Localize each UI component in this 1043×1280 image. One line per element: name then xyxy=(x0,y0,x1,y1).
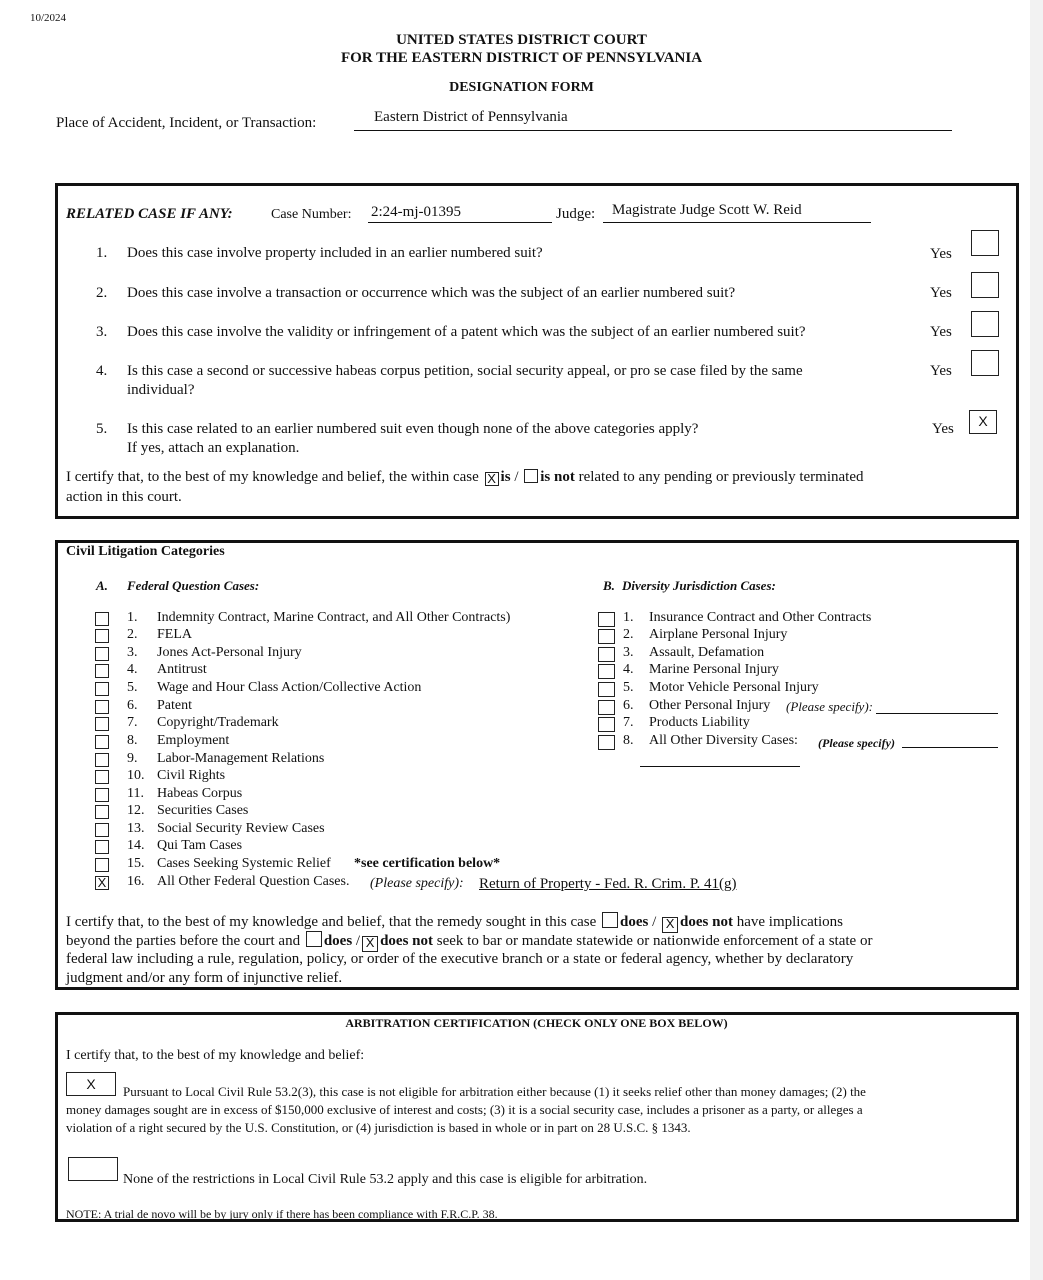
federal-title: Federal Question Cases: xyxy=(127,578,260,593)
does-label: does xyxy=(620,914,649,930)
certify-text: I certify that, to the best of my knowledge and belief, the within case xyxy=(66,469,479,485)
remedy-certification-line1 xyxy=(66,912,843,933)
question-2-yes-checkbox[interactable] xyxy=(971,272,999,298)
federal-item-label: Copyright/Trademark xyxy=(157,715,279,730)
diversity-item-label: Assault, Defamation xyxy=(649,645,765,660)
federal-item-label: Qui Tam Cases xyxy=(157,838,243,853)
federal-item-label: All Other Federal Question Cases. xyxy=(157,874,350,889)
federal-checkbox[interactable] xyxy=(95,682,109,696)
federal-item-number: 1. xyxy=(127,610,138,625)
question-number: 5. xyxy=(96,421,108,437)
question-text: Is this case a second or successive habeas corpus petition, social security appeal, or pro se case filed by the same xyxy=(127,363,803,379)
related-case-heading: RELATED CASE IF ANY: xyxy=(66,206,233,222)
federal-item-label: FELA xyxy=(157,627,192,642)
court-name: UNITED STATES DISTRICT COURT xyxy=(396,32,647,48)
federal-checkbox[interactable] xyxy=(95,753,109,767)
remedy-text: beyond the parties before the court and xyxy=(66,933,301,949)
fed16-specify-field[interactable]: Return of Property - Fed. R. Crim. P. 41(g) xyxy=(479,876,737,892)
judge-underline xyxy=(603,222,871,223)
diversity-item-number: 7. xyxy=(623,715,634,730)
certify-text-line2: action in this court. xyxy=(66,489,182,505)
does-checkbox-2[interactable] xyxy=(306,931,322,947)
question-number: 1. xyxy=(96,245,108,261)
federal-item-number: 7. xyxy=(127,715,138,730)
federal-checkbox[interactable] xyxy=(95,700,109,714)
diversity-item-label: Other Personal Injury xyxy=(649,698,771,713)
diversity-item-label: Airplane Personal Injury xyxy=(649,627,788,642)
federal-checkbox[interactable] xyxy=(95,788,109,802)
fed16-specify-label: (Please specify): xyxy=(370,876,464,891)
is-related-checkbox[interactable]: X xyxy=(485,472,499,486)
question-number: 3. xyxy=(96,324,108,340)
is-not-related-checkbox[interactable] xyxy=(524,469,538,483)
diversity-item-label: Motor Vehicle Personal Injury xyxy=(649,680,819,695)
federal-item-label: Civil Rights xyxy=(157,768,226,783)
place-underline xyxy=(354,130,952,131)
federal-item-number: 12. xyxy=(127,803,145,818)
diversity-checkbox[interactable] xyxy=(598,629,615,644)
diversity-checkbox[interactable] xyxy=(598,700,615,715)
federal-checkbox[interactable] xyxy=(95,735,109,749)
federal-item-label: Labor-Management Relations xyxy=(157,751,325,766)
question-text: Does this case involve a transaction or occurrence which was the subject of an earlier numbered suit? xyxy=(127,285,736,301)
diversity-item-number: 1. xyxy=(623,610,634,625)
federal-item-number: 8. xyxy=(127,733,138,748)
diversity-item-label: Marine Personal Injury xyxy=(649,662,779,677)
div8-specify-field[interactable] xyxy=(902,747,998,748)
question-text: Does this case involve property included in an earlier numbered suit? xyxy=(127,245,543,261)
federal-checkbox[interactable] xyxy=(95,717,109,731)
diversity-title: Diversity Jurisdiction Cases: xyxy=(622,578,776,593)
federal-item-label: Indemnity Contract, Marine Contract, and All Other Contracts) xyxy=(157,610,511,625)
diversity-item-number: 3. xyxy=(623,645,634,660)
federal-item-number: 4. xyxy=(127,662,138,677)
remedy-text-end: seek to bar or mandate statewide or nationwide enforcement of a state or xyxy=(436,933,873,949)
federal-item-label: Habeas Corpus xyxy=(157,786,243,801)
place-field[interactable]: Eastern District of Pennsylvania xyxy=(374,109,568,125)
diversity-checkbox[interactable] xyxy=(598,664,615,679)
federal-item-label: Securities Cases xyxy=(157,803,249,818)
diversity-item-number: 8. xyxy=(623,733,634,748)
remedy-text: I certify that, to the best of my knowledge and belief, that the remedy sought in this case xyxy=(66,914,597,930)
does-not-label: does not xyxy=(680,914,733,930)
federal-checkbox[interactable] xyxy=(95,647,109,661)
diversity-item-number: 2. xyxy=(623,627,634,642)
does-label: does xyxy=(323,933,353,949)
diversity-checkbox[interactable] xyxy=(598,612,615,627)
federal-item-label: Employment xyxy=(157,733,230,748)
arbitration-heading: ARBITRATION CERTIFICATION (CHECK ONLY ONE BOX BELOW) xyxy=(345,1016,728,1030)
federal-item-number: 14. xyxy=(127,838,145,853)
judge-label: Judge: xyxy=(556,206,596,222)
does-not-label: does not xyxy=(380,933,434,949)
arbitration-option1-line3: violation of a right secured by the U.S. Constitution, or (4) jurisdiction is based in whole or in part on 28 U.S.C. § 1343. xyxy=(66,1120,691,1135)
diversity-item-number: 4. xyxy=(623,662,634,677)
federal-checkbox[interactable] xyxy=(95,770,109,784)
diversity-item-label: Insurance Contract and Other Contracts xyxy=(649,610,872,625)
question-text-continued: If yes, attach an explanation. xyxy=(127,440,300,456)
remedy-certification-line3: federal law including a rule, regulation, policy, or order of the executive branch or a state or federal agency, whether by declaratory xyxy=(66,951,854,967)
question-number: 4. xyxy=(96,363,108,379)
arbitration-option2-text: None of the restrictions in Local Civil Rule 53.2 apply and this case is eligible for arbitration. xyxy=(123,1172,648,1187)
arbitration-note: NOTE: A trial de novo will be by jury only if there has been compliance with F.R.C.P. 38. xyxy=(66,1207,498,1221)
related-certification xyxy=(66,469,864,486)
federal-item-number: 2. xyxy=(127,627,138,642)
yes-label: Yes xyxy=(932,421,954,437)
is-not-label: is not xyxy=(540,469,575,485)
remedy-certification-line4: judgment and/or any form of injunctive relief. xyxy=(66,970,343,986)
federal-item-number: 16. xyxy=(127,874,145,889)
diversity-item-number: 6. xyxy=(623,698,634,713)
district-name: FOR THE EASTERN DISTRICT OF PENNSYLVANIA xyxy=(340,50,703,66)
federal-item-label: Wage and Hour Class Action/Collective Action xyxy=(157,680,422,695)
diversity-letter: B. xyxy=(603,578,615,593)
case-number-field[interactable]: 2:24-mj-01395 xyxy=(371,204,461,220)
slash: / xyxy=(355,933,361,949)
diversity-checkbox[interactable] xyxy=(598,682,615,697)
question-3-yes-checkbox[interactable] xyxy=(971,311,999,337)
form-title: DESIGNATION FORM xyxy=(449,80,594,95)
federal-item-number: 13. xyxy=(127,821,145,836)
diversity-checkbox[interactable] xyxy=(598,647,615,662)
federal-checkbox[interactable] xyxy=(95,858,109,872)
yes-label: Yes xyxy=(930,363,952,379)
judge-field[interactable]: Magistrate Judge Scott W. Reid xyxy=(612,202,802,218)
federal-item-number: 15. xyxy=(127,856,145,871)
question-4-yes-checkbox[interactable] xyxy=(971,350,999,376)
federal-checkbox[interactable] xyxy=(95,612,109,626)
yes-label: Yes xyxy=(930,324,952,340)
arbitration-eligible-checkbox[interactable] xyxy=(68,1157,118,1181)
federal-item-label: Antitrust xyxy=(157,662,207,677)
federal-item-label: Jones Act-Personal Injury xyxy=(157,645,302,660)
federal-checkbox[interactable] xyxy=(95,629,109,643)
slash: / xyxy=(652,914,657,930)
federal-item-label: Cases Seeking Systemic Relief xyxy=(157,856,331,871)
federal-item-label: Patent xyxy=(157,698,192,713)
federal-item-number: 6. xyxy=(127,698,138,713)
federal-checkbox[interactable] xyxy=(95,805,109,819)
div6-specify-label: (Please specify): xyxy=(786,699,873,714)
diversity-checkbox[interactable] xyxy=(598,735,615,750)
remedy-certification-line2 xyxy=(66,931,872,952)
federal-item-number: 5. xyxy=(127,680,138,695)
diversity-item-label: Products Liability xyxy=(649,715,750,730)
case-number-underline xyxy=(368,222,552,223)
does-not-checkbox-2[interactable]: X xyxy=(362,936,378,952)
does-not-checkbox[interactable]: X xyxy=(662,917,678,933)
federal-checkbox[interactable] xyxy=(95,823,109,837)
does-checkbox[interactable] xyxy=(602,912,618,928)
yes-label: Yes xyxy=(930,246,952,262)
arbitration-option1-line1: Pursuant to Local Civil Rule 53.2(3), this case is not eligible for arbitration either because (1) it seeks relief other than money damages; (2) the xyxy=(123,1084,866,1099)
case-number-label: Case Number: xyxy=(271,207,352,222)
form-version: 10/2024 xyxy=(30,12,67,24)
place-label: Place of Accident, Incident, or Transaction: xyxy=(56,115,317,131)
question-1-yes-checkbox[interactable] xyxy=(971,230,999,256)
diversity-item-number: 5. xyxy=(623,680,634,695)
div8-specify-field-line2[interactable] xyxy=(640,766,800,767)
arbitration-option1-line2: money damages sought are in excess of $150,000 exclusive of interest and costs; (3) it is a social security case, includes a prisoner as a party, or alleges a xyxy=(66,1102,863,1117)
federal-item-number: 3. xyxy=(127,645,138,660)
federal-item-label: Social Security Review Cases xyxy=(157,821,325,836)
systemic-relief-note: *see certification below* xyxy=(354,856,501,871)
certify-text-end: related to any pending or previously terminated xyxy=(578,469,864,485)
question-5-yes-checkbox[interactable]: X xyxy=(969,410,997,434)
federal-item-number: 9. xyxy=(127,751,138,766)
federal-checkbox[interactable]: X xyxy=(95,876,109,890)
yes-label: Yes xyxy=(930,285,952,301)
question-text: Is this case related to an earlier numbered suit even though none of the above categories apply? xyxy=(127,421,699,437)
question-text: Does this case involve the validity or infringement of a patent which was the subject of an earlier numbered suit? xyxy=(127,324,806,340)
civil-heading: Civil Litigation Categories xyxy=(66,544,225,559)
diversity-checkbox[interactable] xyxy=(598,717,615,732)
div8-specify-label: (Please specify) xyxy=(818,736,895,750)
div6-specify-field[interactable] xyxy=(876,713,998,714)
slash: / xyxy=(514,469,519,485)
question-text-continued: individual? xyxy=(127,382,195,398)
diversity-item-label: All Other Diversity Cases: xyxy=(649,733,798,748)
arbitration-certify: I certify that, to the best of my knowledge and belief: xyxy=(66,1048,365,1063)
federal-checkbox[interactable] xyxy=(95,664,109,678)
question-number: 2. xyxy=(96,285,108,301)
federal-letter: A. xyxy=(96,578,108,593)
federal-checkbox[interactable] xyxy=(95,840,109,854)
arbitration-ineligible-checkbox[interactable]: X xyxy=(66,1072,116,1096)
federal-item-number: 11. xyxy=(127,786,144,801)
is-label: is xyxy=(500,469,511,485)
federal-item-number: 10. xyxy=(127,768,145,783)
remedy-text-end: have implications xyxy=(736,914,843,930)
